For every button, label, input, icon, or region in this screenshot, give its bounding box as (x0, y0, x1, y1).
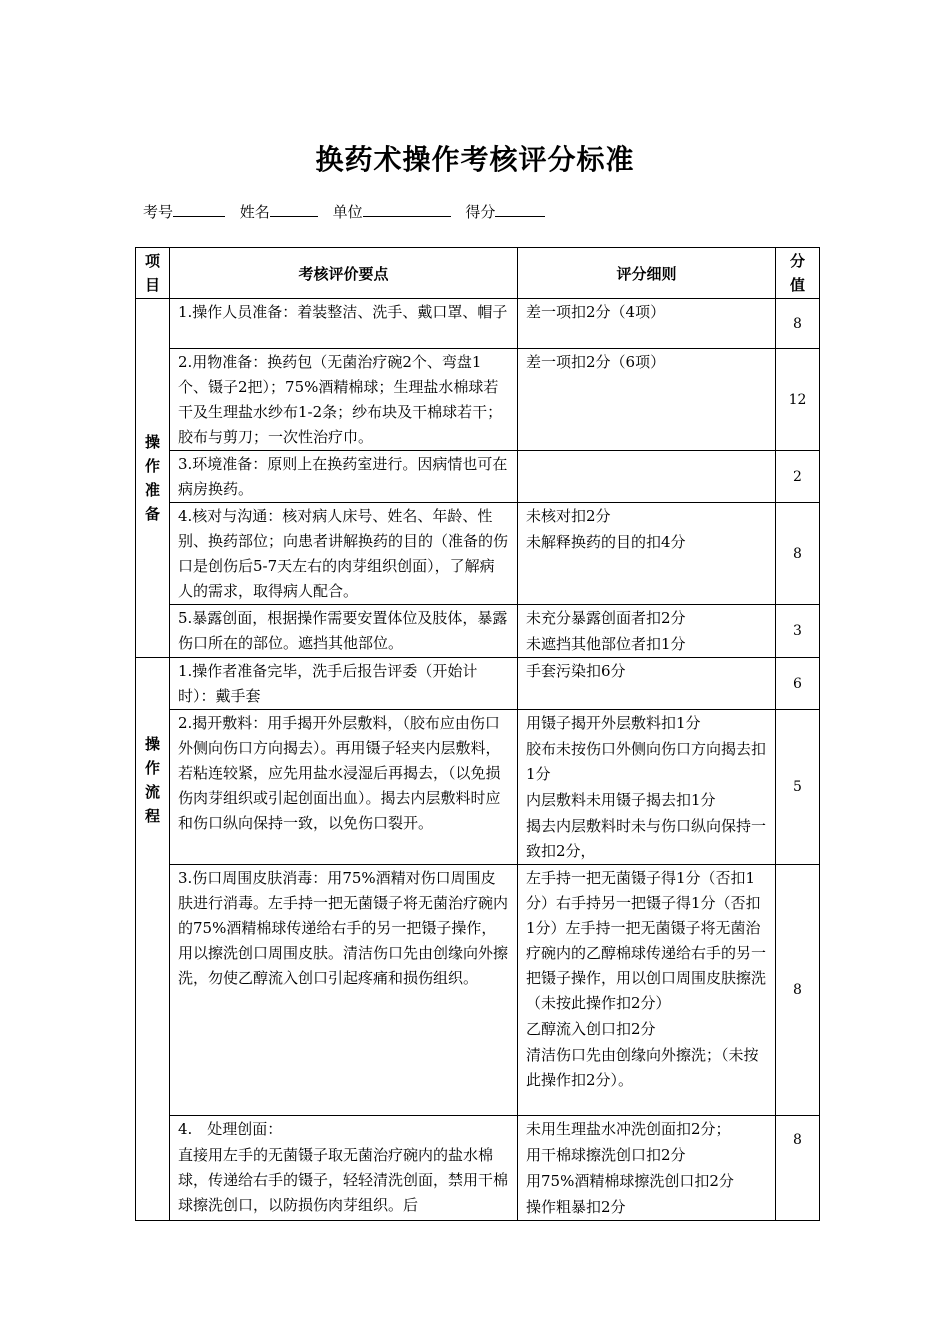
score-value: 6 (776, 658, 820, 710)
scoring-rule-text: 操作粗暴扣2分 (526, 1198, 626, 1216)
score-label: 得分 (465, 203, 496, 221)
unit-label: 单位 (332, 203, 363, 221)
evaluation-points-cell (170, 658, 518, 710)
evaluation-points-cell (170, 349, 518, 451)
score-value: 8 (776, 503, 820, 605)
evaluation-point-text: 4.核对与沟通：核对病人床号、姓名、年龄、性别、换药部位；向患者讲解换药的目的（准备的伤口是创伤后5-7天左右的肉芽组织创面），了解病人的需求，取得病人配合。 (178, 507, 509, 600)
evaluation-points-cell (170, 1116, 518, 1221)
scoring-rule-text: 未充分暴露创面者扣2分 (526, 609, 686, 627)
exam-info-line (143, 201, 555, 222)
exam-no-label: 考号 (143, 203, 174, 221)
section-label: 操作流程 (136, 658, 170, 1221)
scoring-rules-cell (518, 349, 776, 451)
scoring-rule-text: 乙醇流入创口扣2分 (526, 1020, 656, 1038)
evaluation-point-text: 3.伤口周围皮肤消毒：用75%酒精对伤口周围皮肤进行消毒。左手持一把无菌镊子将无菌治疗碗内的75%酒精棉球传递给右手的另一把镊子操作，用以擦洗创口周围皮肤。清洁伤口先由创缘向外擦洗，勿使乙醇流入创口引起疼痛和损伤组织。 (178, 869, 509, 987)
scoring-rule-text: 揭去内层敷料时未与伤口纵向保持一致扣2分， (526, 817, 767, 860)
score-value: 8 (776, 299, 820, 349)
score-value: 8 (776, 1116, 820, 1221)
table-row (136, 605, 820, 658)
table-row (136, 1116, 820, 1221)
scoring-rule-text: 差一项扣2分（6项） (526, 353, 666, 371)
evaluation-point-text: 直接用左手的无菌镊子取无菌治疗碗内的盐水棉球，传递给右手的镊子，轻轻清洗创面，禁用干棉球擦洗创口，以防损伤肉芽组织。后 (178, 1146, 509, 1214)
table-row (136, 658, 820, 710)
scoring-rules-cell (518, 299, 776, 349)
evaluation-point-text: 3.环境准备：原则上在换药室进行。因病情也可在病房换药。 (178, 455, 508, 498)
evaluation-point-text: 1.操作人员准备：着装整洁、洗手、戴口罩、帽子 (178, 303, 508, 321)
scoring-rules-cell (518, 503, 776, 605)
document-title: 换药术操作考核评分标准 (315, 143, 635, 176)
scoring-rule-text: 未用生理盐水冲洗创面扣2分； (526, 1120, 731, 1138)
score-value: 3 (776, 605, 820, 658)
table-row (136, 865, 820, 1116)
scoring-rule-text: 胶布未按伤口外侧向伤口方向揭去扣1分 (526, 740, 767, 783)
scoring-rules-cell (518, 1116, 776, 1221)
score-value: 8 (776, 865, 820, 1116)
scoring-rule-text: 手套污染扣6分 (526, 662, 626, 680)
scoring-rules-cell (518, 710, 776, 865)
evaluation-point-text: 2.用物准备：换药包（无菌治疗碗2个、弯盘1个、镊子2把）；75%酒精棉球；生理盐水棉球若干及生理盐水纱布1-2条；纱布块及干棉球若干；胶布与剪刀；一次性治疗巾。 (178, 353, 503, 446)
scoring-rule-text: 未解释换药的目的扣4分 (526, 533, 686, 551)
table-header-row (136, 248, 820, 299)
scoring-rule-text: 差一项扣2分（4项） (526, 303, 666, 321)
table-row (136, 349, 820, 451)
section-label: 操作准备 (136, 299, 170, 658)
scoring-rule-text: 清洁伤口先由创缘向外擦洗；（未按此操作扣2分）。 (526, 1046, 759, 1089)
header-value: 分值 (776, 248, 820, 299)
score-value: 5 (776, 710, 820, 865)
table-body (136, 299, 820, 1221)
evaluation-points-cell (170, 299, 518, 349)
table-row (136, 710, 820, 865)
evaluation-points-cell (170, 451, 518, 503)
scoring-rules-cell (518, 658, 776, 710)
evaluation-points-cell (170, 503, 518, 605)
scoring-rule-text: 左手持一把无菌镊子得1分（否扣1分）右手持另一把镊子得1分（否扣1分）左手持一把无菌镊子将无菌治疗碗内的乙醇棉球传递给右手的另一把镊子操作，用以创口周围皮肤擦洗（未按此操作扣2分） (526, 869, 767, 1012)
table-row (136, 299, 820, 349)
evaluation-points-cell (170, 710, 518, 865)
score-blank[interactable] (495, 202, 545, 217)
header-rules: 评分细则 (518, 248, 776, 299)
score-value: 12 (776, 349, 820, 451)
exam-no-blank[interactable] (173, 202, 225, 217)
scoring-rule-text: 用镊子揭开外层敷料扣1分 (526, 714, 701, 732)
unit-blank[interactable] (363, 202, 451, 217)
scoring-rule-text: 未遮挡其他部位者扣1分 (526, 635, 686, 653)
name-label: 姓名 (239, 203, 270, 221)
name-blank[interactable] (270, 202, 318, 217)
evaluation-points-cell (170, 865, 518, 1116)
scoring-rules-cell (518, 451, 776, 503)
header-item: 项目 (136, 248, 170, 299)
table-row (136, 503, 820, 605)
evaluation-point-text: 1.操作者准备完毕，洗手后报告评委（开始计时）：戴手套 (178, 662, 478, 705)
table-row (136, 451, 820, 503)
scoring-rules-cell (518, 865, 776, 1116)
scoring-rule-text: 用75%酒精棉球擦洗创口扣2分 (526, 1172, 734, 1190)
evaluation-point-text: 2.揭开敷料：用手揭开外层敷料，（胶布应由伤口外侧向伤口方向揭去）。再用镊子轻夹内层敷料，若粘连较紧，应先用盐水浸湿后再揭去，（以免损伤肉芽组织或引起创面出血）。揭去内层敷料时应和伤口纵向保持一致，以免伤口裂开。 (178, 714, 501, 832)
evaluation-point-text: 5.暴露创面，根据操作需要安置体位及肢体，暴露伤口所在的部位。遮挡其他部位。 (178, 609, 508, 652)
header-points: 考核评价要点 (170, 248, 518, 299)
scoring-rule-text: 未核对扣2分 (526, 507, 611, 525)
scoring-table (135, 247, 820, 1221)
evaluation-point-text: 4. 处理创面： (178, 1120, 283, 1138)
score-value: 2 (776, 451, 820, 503)
scoring-rule-text: 内层敷料未用镊子揭去扣1分 (526, 791, 716, 809)
evaluation-points-cell (170, 605, 518, 658)
scoring-rules-cell (518, 605, 776, 658)
scoring-rule-text: 用干棉球擦洗创口扣2分 (526, 1146, 686, 1164)
